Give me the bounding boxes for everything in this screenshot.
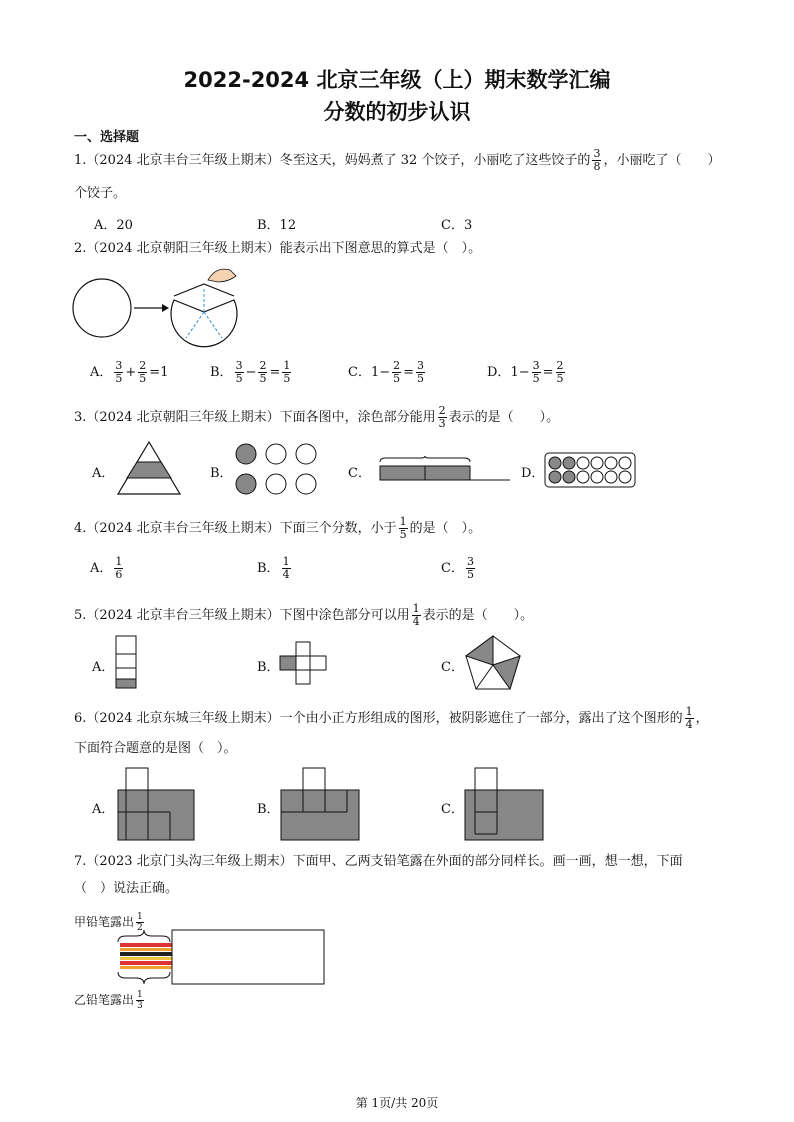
q6-figure-a xyxy=(116,766,196,844)
question-3: 3.（2024 北京朝阳三年级上期末）下面各图中，涂色部分能用 $\frac{2}{3}$ 表示的是（ ）。 xyxy=(74,404,560,430)
q6-label-c[interactable]: C． xyxy=(441,802,464,817)
q2-option-b[interactable]: B． $\frac{3}{5}$ − $\frac{2}{5}$ = $\frac{1}{5}$ xyxy=(210,359,291,385)
q3-figure-c xyxy=(376,456,512,484)
question-1 xyxy=(74,148,720,173)
hand-icon xyxy=(208,269,236,282)
pencil-b-yellow xyxy=(120,957,172,960)
q3-label-b[interactable]: B． xyxy=(210,466,233,481)
q3-label-d[interactable]: D． xyxy=(521,466,545,481)
q1-option-b[interactable]: B．12 xyxy=(257,218,297,233)
peach-icon xyxy=(236,444,256,494)
q4-option-c[interactable]: C． $\frac{3}{5}$ xyxy=(441,555,474,581)
q2-option-d[interactable]: D．1− $\frac{3}{5}$ = $\frac{2}{5}$ xyxy=(487,359,564,385)
q1-text-b: ，小丽吃了（ ） xyxy=(603,153,721,168)
question-2: 2.（2024 北京朝阳三年级上期末）能表示出下图意思的算式是（ ）。 xyxy=(74,241,482,256)
q1-text-c: 个饺子。 xyxy=(74,186,127,201)
brace-bottom xyxy=(118,972,170,984)
q3-figure-a xyxy=(116,440,182,496)
q1-option-c[interactable]: C．3 xyxy=(441,218,473,233)
q5-label-a[interactable]: A． xyxy=(92,660,115,675)
q3-label-c[interactable]: C． xyxy=(348,466,371,481)
arrow-head-icon xyxy=(162,304,169,312)
question-4: 4.（2024 北京丰台三年级上期末）下面三个分数，小于 $\frac{1}{5}$ 的是（ ）。 xyxy=(74,515,482,541)
q5-label-c[interactable]: C． xyxy=(441,660,464,675)
pencil-a-label: 甲铅笔露出 $\frac{1}{2}$ xyxy=(74,912,143,933)
q7-figure xyxy=(114,928,328,990)
q5-figure-b xyxy=(278,640,330,688)
pencil-b-label: 乙铅笔露出 $\frac{1}{3}$ xyxy=(74,990,143,1011)
pencil-a-red xyxy=(120,943,172,947)
page-title: 2022-2024 北京三年级（上）期末数学汇编 xyxy=(183,68,611,92)
page-footer: 第 1页/共 20页 xyxy=(355,1096,439,1110)
q6-label-a[interactable]: A． xyxy=(92,802,115,817)
q1-fraction: $\frac{3}{8}$ xyxy=(593,147,601,173)
q4-option-a[interactable]: A． $\frac{1}{6}$ xyxy=(90,555,123,581)
q2-option-c[interactable]: C．1− $\frac{2}{5}$ = $\frac{3}{5}$ xyxy=(348,359,425,385)
circle-remaining-part xyxy=(171,300,237,347)
question-5: 5.（2024 北京丰台三年级上期末）下图中涂色部分可以用 $\frac{1}{4}$ 表示的是（ ）。 xyxy=(74,602,534,628)
page-subtitle: 分数的初步认识 xyxy=(323,100,471,124)
brace-top xyxy=(118,930,170,942)
q6-figure-b xyxy=(279,766,361,844)
q3-figure-b xyxy=(232,440,332,500)
section-heading: 一、选择题 xyxy=(74,130,140,145)
q5-figure-c xyxy=(463,634,523,692)
q3-figure-d xyxy=(544,452,636,488)
q7-text-b: （ ）说法正确。 xyxy=(74,881,179,896)
pencil-box xyxy=(172,930,324,984)
q6-label-b[interactable]: B． xyxy=(257,802,280,817)
q5-label-b[interactable]: B． xyxy=(257,660,280,675)
q6-text-c: 下面符合题意的是图（ ）。 xyxy=(74,741,237,756)
q5-figure-a xyxy=(114,634,140,692)
q1-text-a: 1.（2024 北京丰台三年级上期末）冬至这天，妈妈煮了 32 个饺子，小丽吃了这些饺子的 xyxy=(74,153,591,168)
q1-option-a[interactable]: A．20 xyxy=(94,218,133,233)
whole-circle xyxy=(73,279,131,337)
dashed-line-2 xyxy=(186,312,204,338)
question-7: 7.（2023 北京门头沟三年级上期末）下面甲、乙两支铅笔露在外面的部分同样长。画一画，想一想，下面 xyxy=(74,854,683,869)
q3-label-a[interactable]: A． xyxy=(92,466,115,481)
q2-figure xyxy=(70,262,250,346)
q2-option-a[interactable]: A． $\frac{3}{5}$ + $\frac{2}{5}$ =1 xyxy=(90,359,169,385)
q4-option-b[interactable]: B． $\frac{1}{4}$ xyxy=(257,555,290,581)
q6-figure-c xyxy=(463,766,545,844)
question-6: 6.（2024 北京东城三年级上期末）一个由小正方形组成的图形，被阴影遮住了一部分，露出了这个图形的 $\frac{1}{4}$ ， xyxy=(74,705,709,731)
dashed-line-3 xyxy=(204,312,222,338)
